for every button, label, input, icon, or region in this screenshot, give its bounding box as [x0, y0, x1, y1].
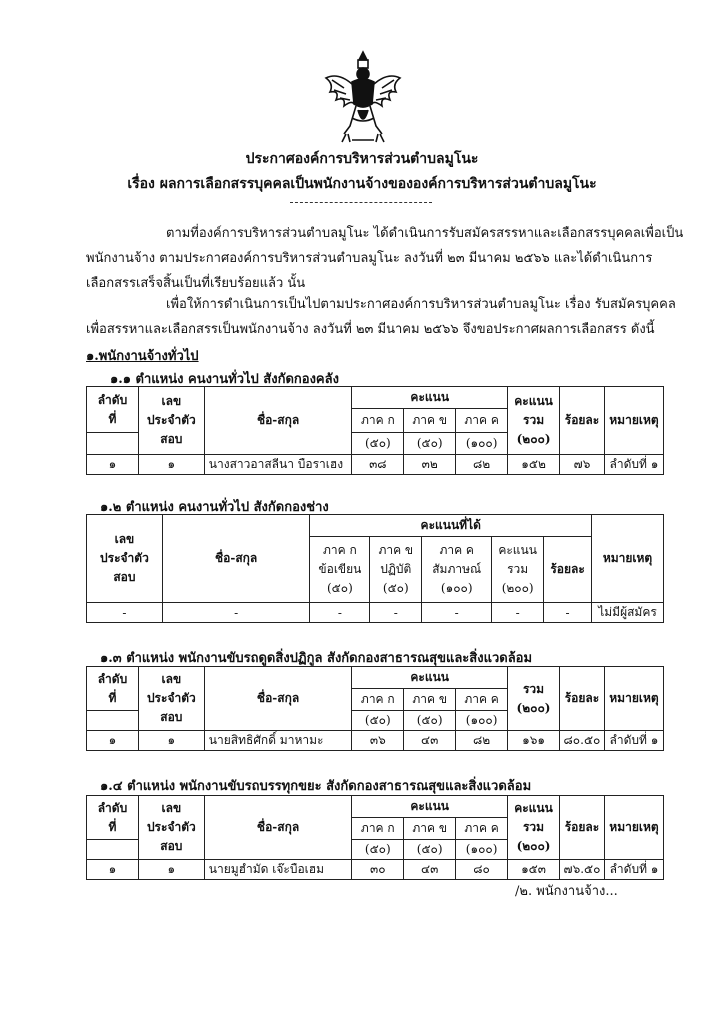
header-part-a: ภาค ก [352, 409, 404, 433]
header-remark: หมายเหตุ [592, 515, 664, 603]
header-score: คะแนน [352, 667, 508, 689]
header-max-c: (๑๐๐) [456, 711, 508, 731]
announcement-title: ประกาศองค์การบริหารส่วนตำบลมูโนะ [245, 151, 479, 167]
header-part-a: ภาค ก ข้อเขียน (๕๐) [310, 537, 370, 603]
header-max-b: (๕๐) [404, 840, 456, 860]
header-name: ชื่อ-สกุล [204, 667, 352, 731]
cell-remark: ลำดับที่ ๑ [604, 860, 663, 880]
cell-percent: ๘๐.๕๐ [559, 731, 604, 751]
header-max-a: (๕๐) [352, 433, 404, 455]
cell-part-a: - [310, 603, 370, 623]
table-row [87, 731, 664, 751]
header-max-a: (๕๐) [352, 840, 404, 860]
header-name: ชื่อ-สกุล [162, 515, 310, 603]
header-order: ลำดับ ที่ [87, 387, 139, 433]
header-part-c: ภาค ค [456, 818, 508, 840]
cell-exam-no: ๑ [138, 455, 204, 475]
header-score: คะแนน [352, 387, 508, 409]
cell-part-b: ๓๒ [404, 455, 456, 475]
table-row [87, 603, 664, 623]
cell-part-a: ๓๘ [352, 455, 404, 475]
header-max-a: (๕๐) [352, 711, 404, 731]
cell-remark: ลำดับที่ ๑ [604, 731, 663, 751]
header-max-c: (๑๐๐) [456, 840, 508, 860]
cell-total: ๑๖๑ [508, 731, 560, 751]
header-order-blank [87, 840, 139, 860]
body-paragraph-2 [86, 292, 686, 342]
subsection-1-2-title: ๑.๒ ตำแหน่ง คนงานทั่วไป สังกัดกองช่าง [100, 500, 329, 515]
header-exam-no: เลข ประจำตัว สอบ [138, 667, 204, 731]
cell-part-b: - [370, 603, 422, 623]
header-total: คะแนน รวม (๒๐๐) [508, 796, 560, 860]
header-exam-no: เลข ประจำตัว สอบ [138, 387, 204, 455]
cell-part-a: ๓๐ [352, 860, 404, 880]
header-remark: หมายเหตุ [604, 796, 663, 860]
cell-percent: ๗๖.๕๐ [560, 860, 605, 880]
subsection-1-4-title: ๑.๔ ตำแหน่ง พนักงานขับรถบรรทุกขยะ สังกัดกองสาธารณสุขและสิ่งแวดล้อม [100, 779, 532, 794]
announcement-subject: เรื่อง ผลการเลือกสรรบุคคลเป็นพนักงานจ้างขององค์การบริหารส่วนตำบลมูโนะ [127, 176, 597, 192]
results-table-1-4 [86, 795, 664, 880]
header-score: คะแนน [352, 796, 508, 818]
header-order: ลำดับ ที่ [87, 667, 139, 711]
cell-remark: ไม่มีผู้สมัคร [592, 603, 664, 623]
cell-name: นายมูฮำมัด เจ๊ะบือเฮม [204, 860, 352, 880]
cell-exam-no: - [87, 603, 163, 623]
header-part-b: ภาค ข [404, 689, 456, 711]
header-order-blank [87, 433, 139, 455]
header-part-b: ภาค ข [404, 818, 456, 840]
header-max-c: (๑๐๐) [456, 433, 508, 455]
body-paragraph-1 [86, 221, 686, 296]
header-part-c: ภาค ค [456, 689, 508, 711]
cell-name: นางสาวอาสลีนา บือราเฮง [204, 455, 352, 475]
cell-name: นายสิทธิศักดิ์ มาหามะ [204, 731, 352, 751]
header-exam-no: เลข ประจำตัว สอบ [138, 796, 204, 860]
cell-part-a: ๓๖ [352, 731, 404, 751]
header-order: ลำดับ ที่ [87, 796, 139, 840]
cell-order: ๑ [87, 455, 139, 475]
header-part-a: ภาค ก [352, 689, 404, 711]
cell-part-c: - [422, 603, 492, 623]
cell-exam-no: ๑ [138, 860, 204, 880]
garuda-emblem-icon [322, 48, 404, 146]
header-remark: หมายเหตุ [604, 387, 663, 455]
header-percent: ร้อยละ [560, 796, 605, 860]
cell-total: ๑๕๓ [508, 860, 560, 880]
header-name: ชื่อ-สกุล [204, 796, 352, 860]
cell-part-c: ๘๒ [456, 455, 508, 475]
header-part-b: ภาค ข ปฏิบัติ (๕๐) [370, 537, 422, 603]
cell-percent: ๗๖ [560, 455, 605, 475]
page-continuation: /๒. พนักงานจ้าง... [515, 884, 618, 899]
header-max-b: (๕๐) [404, 433, 456, 455]
cell-remark: ลำดับที่ ๑ [604, 455, 663, 475]
header-score-got: คะแนนที่ได้ [310, 515, 592, 537]
header-part-a: ภาค ก [352, 818, 404, 840]
header-order-blank [87, 711, 139, 731]
cell-order: ๑ [87, 731, 139, 751]
cell-exam-no: ๑ [138, 731, 204, 751]
header-percent: ร้อยละ [559, 667, 604, 731]
results-table-1-2 [86, 514, 664, 623]
header-remark: หมายเหตุ [604, 667, 663, 731]
subsection-1-3-title: ๑.๓ ตำแหน่ง พนักงานขับรถดูดสิ่งปฏิกูล สังกัดกองสาธารณสุขและสิ่งแวดล้อม [100, 651, 533, 666]
section-1-title: ๑.พนักงานจ้างทั่วไป [86, 349, 199, 364]
divider-line [290, 202, 432, 203]
header-total: คะแนน รวม (๒๐๐) [508, 387, 560, 455]
results-table-1-1 [86, 386, 664, 475]
header-exam-no: เลข ประจำตัว สอบ [87, 515, 163, 603]
cell-total: - [492, 603, 544, 623]
cell-name: - [162, 603, 310, 623]
table-row [87, 860, 664, 880]
header-total: คะแนน รวม (๒๐๐) [492, 537, 544, 603]
results-table-1-3 [86, 666, 664, 751]
paragraph-2-text: เพื่อให้การดำเนินการเป็นไปตามประกาศองค์การบริหารส่วนตำบลมูโนะ เรื่อง รับสมัครบุคคลเพื่อสรรหาและเลือกสรรเป็นพนักงานจ้าง ลงวันที่ ๒๓ มีนาคม ๒๕๖๖ จึงขอประกาศผลการเลือกสรร ดังนี้ [86, 297, 676, 337]
subsection-1-1-title: ๑.๑ ตำแหน่ง คนงานทั่วไป สังกัดกองคลัง [110, 372, 339, 387]
header-part-c: ภาค ค [456, 409, 508, 433]
table-row [87, 455, 664, 475]
cell-part-b: ๔๓ [404, 731, 456, 751]
header-part-c: ภาค ค สัมภาษณ์ (๑๐๐) [422, 537, 492, 603]
cell-percent: - [544, 603, 592, 623]
cell-order: ๑ [87, 860, 139, 880]
cell-part-c: ๘๐ [456, 860, 508, 880]
header-percent: ร้อยละ [544, 537, 592, 603]
header-percent: ร้อยละ [560, 387, 605, 455]
cell-total: ๑๕๒ [508, 455, 560, 475]
header-total: รวม (๒๐๐) [508, 667, 560, 731]
header-name: ชื่อ-สกุล [204, 387, 352, 455]
cell-part-b: ๔๓ [404, 860, 456, 880]
cell-part-c: ๘๒ [456, 731, 508, 751]
header-max-b: (๕๐) [404, 711, 456, 731]
header-part-b: ภาค ข [404, 409, 456, 433]
paragraph-1-text: ตามที่องค์การบริหารส่วนตำบลมูโนะ ได้ดำเนินการรับสมัครสรรหาและเลือกสรรบุคคลเพื่อเป็นพนักงานจ้าง ตามประกาศองค์การบริหารส่วนตำบลมูโนะ ลงวันที่ ๒๓ มีนาคม ๒๕๖๖ และได้ดำเนินการเลือกสรรเสร็จสิ้นเป็นที่เรียบร้อยแล้ว นั้น [86, 226, 684, 291]
